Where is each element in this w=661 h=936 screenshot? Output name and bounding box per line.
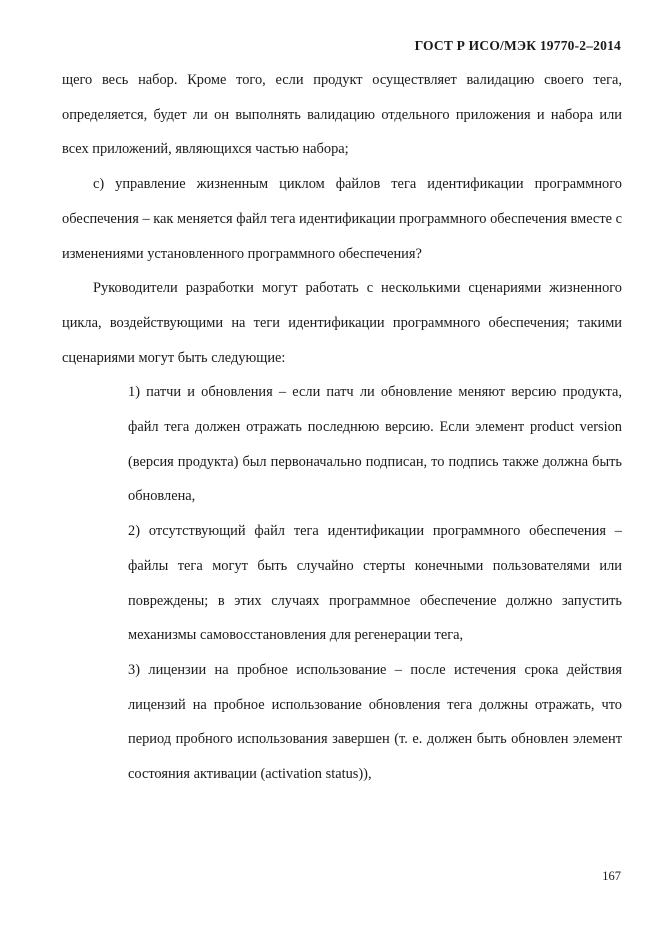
list-item: 2) отсутствующий файл тега идентификации программного обеспечения – файлы тега могут быть случайно стерты конечными пользователями или повреждены; в этих случаях программное обеспечение должно запустить механизмы самовосстановления для регенерации тега,	[128, 523, 622, 644]
page-body	[62, 63, 622, 792]
paragraph-item-c: с) управление жизненным циклом файлов тега идентификации программного обеспечения – как меняется файл тега идентификации программного обеспечения вместе с изменениями установленного программного обеспечения?	[62, 176, 622, 262]
list-item: 1) патчи и обновления – если патч ли обновление меняют версию продукта, файл тега должен отражать последнюю версию. Если элемент product version (версия продукта) был первоначально подписан, то подпись также должна быть обновлена,	[128, 384, 622, 505]
document-header: ГОСТ Р ИСО/МЭК 19770-2–2014	[414, 38, 621, 53]
list-item: 3) лицензии на пробное использование – после истечения срока действия лицензий на пробное использование обновления тега должны отражать, что период пробного использования завершен (т. е. должен быть обновлен элемент состояния активации (activation status)),	[128, 661, 622, 783]
page-number: 167	[602, 869, 621, 883]
paragraph-scenarios-intro: Руководители разработки могут работать с несколькими сценариями жизненного цикла, воздействующими на теги идентификации программного обеспечения; такими сценариями могут быть следующие:	[62, 280, 622, 366]
paragraph-continuation: щего весь набор. Кроме того, если продукт осуществляет валидацию своего тега, определяется, будет ли он выполнять валидацию отдельного приложения и набора или всех приложений, являющихся частью набора;	[62, 72, 622, 158]
